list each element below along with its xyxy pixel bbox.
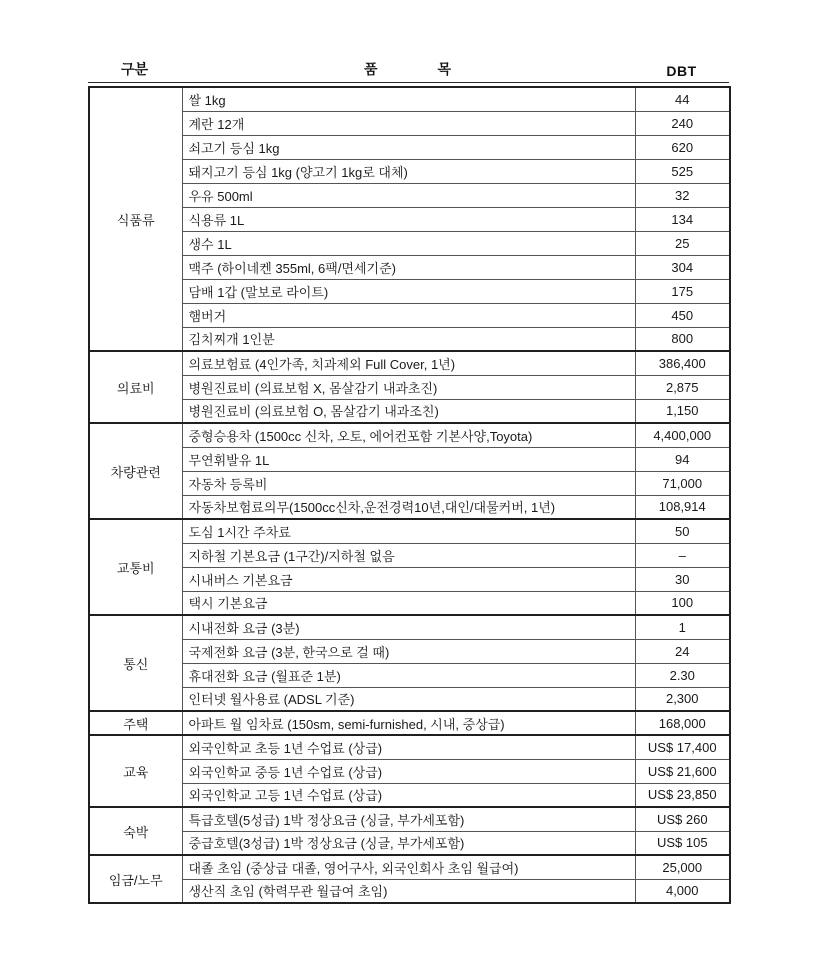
- category-cell: 숙박: [89, 807, 182, 855]
- item-cell: 대졸 초임 (중상급 대졸, 영어구사, 외국인회사 초임 월급여): [182, 855, 635, 879]
- item-cell: 병원진료비 (의료보험 O, 몸살감기 내과조친): [182, 399, 635, 423]
- value-cell: 386,400: [635, 351, 730, 375]
- value-cell: 94: [635, 447, 730, 471]
- table-row: [89, 687, 730, 711]
- table-row: [89, 183, 730, 207]
- value-cell: 100: [635, 591, 730, 615]
- item-cell: 도심 1시간 주차료: [182, 519, 635, 543]
- item-cell: 외국인학교 고등 1년 수업료 (상급): [182, 783, 635, 807]
- table-row: [89, 879, 730, 903]
- value-cell: 50: [635, 519, 730, 543]
- table-row: [89, 471, 730, 495]
- value-cell: 240: [635, 111, 730, 135]
- table-row: [89, 759, 730, 783]
- item-cell: 쌀 1kg: [182, 87, 635, 111]
- item-cell: 계란 12개: [182, 111, 635, 135]
- item-cell: 국제전화 요금 (3분, 한국으로 걸 때): [182, 639, 635, 663]
- category-cell: 식품류: [89, 87, 182, 351]
- header-category: 구분: [120, 61, 149, 77]
- item-cell: 아파트 월 임차료 (150sm, semi-furnished, 시내, 중상급): [182, 711, 635, 735]
- table-row: [89, 303, 730, 327]
- item-cell: 식용류 1L: [182, 207, 635, 231]
- table-row: [89, 159, 730, 183]
- table-row: [89, 615, 730, 639]
- table-header: [88, 60, 729, 83]
- value-cell: US$ 23,850: [635, 783, 730, 807]
- item-cell: 중급호텔(3성급) 1박 정상요금 (싱글, 부가세포함): [182, 831, 635, 855]
- table-row: [89, 591, 730, 615]
- item-cell: 돼지고기 등심 1kg (양고기 1kg로 대체): [182, 159, 635, 183]
- table-row: [89, 447, 730, 471]
- category-cell: 임금/노무: [89, 855, 182, 903]
- value-cell: 44: [635, 87, 730, 111]
- table-row: [89, 135, 730, 159]
- category-cell: 통신: [89, 615, 182, 711]
- value-cell: 2,875: [635, 375, 730, 399]
- value-cell: 1: [635, 615, 730, 639]
- value-cell: 800: [635, 327, 730, 351]
- value-cell: 168,000: [635, 711, 730, 735]
- value-cell: US$ 105: [635, 831, 730, 855]
- header-item-char-right: 목: [437, 61, 452, 77]
- item-cell: 햄버거: [182, 303, 635, 327]
- item-cell: 휴대전화 요금 (월표준 1분): [182, 663, 635, 687]
- header-dbt: DBT: [666, 63, 697, 79]
- category-cell: 교육: [89, 735, 182, 807]
- category-cell: 주택: [89, 711, 182, 735]
- item-cell: 쇠고기 등심 1kg: [182, 135, 635, 159]
- cost-of-living-table: [88, 86, 731, 904]
- item-cell: 담배 1갑 (말보로 라이트): [182, 279, 635, 303]
- table-row: [89, 663, 730, 687]
- table-row: [89, 639, 730, 663]
- value-cell: 25: [635, 231, 730, 255]
- table-row: [89, 375, 730, 399]
- value-cell: 2,300: [635, 687, 730, 711]
- category-cell: 차량관련: [89, 423, 182, 519]
- table-row: [89, 423, 730, 447]
- item-cell: 생산직 초임 (학력무관 월급여 초임): [182, 879, 635, 903]
- table-row: [89, 351, 730, 375]
- item-cell: 병원진료비 (의료보험 X, 몸살감기 내과초진): [182, 375, 635, 399]
- item-cell: 김치찌개 1인분: [182, 327, 635, 351]
- item-cell: 무연휘발유 1L: [182, 447, 635, 471]
- table-row: [89, 279, 730, 303]
- item-cell: 특급호텔(5성급) 1박 정상요금 (싱글, 부가세포함): [182, 807, 635, 831]
- table-row: [89, 735, 730, 759]
- value-cell: 175: [635, 279, 730, 303]
- value-cell: 25,000: [635, 855, 730, 879]
- item-cell: 외국인학교 중등 1년 수업료 (상급): [182, 759, 635, 783]
- value-cell: 4,000: [635, 879, 730, 903]
- table-row: [89, 255, 730, 279]
- category-cell: 교통비: [89, 519, 182, 615]
- cost-table-body: [89, 87, 730, 903]
- table-row: [89, 711, 730, 735]
- value-cell: 24: [635, 639, 730, 663]
- table-row: [89, 831, 730, 855]
- table-row: [89, 327, 730, 351]
- value-cell: US$ 21,600: [635, 759, 730, 783]
- item-cell: 지하철 기본요금 (1구간)/지하철 없음: [182, 543, 635, 567]
- table-row: [89, 207, 730, 231]
- table-row: [89, 231, 730, 255]
- table-row: [89, 111, 730, 135]
- category-cell: 의료비: [89, 351, 182, 423]
- table-row: [89, 495, 730, 519]
- item-cell: 의료보험료 (4인가족, 치과제외 Full Cover, 1년): [182, 351, 635, 375]
- value-cell: 525: [635, 159, 730, 183]
- value-cell: 108,914: [635, 495, 730, 519]
- item-cell: 외국인학교 초등 1년 수업료 (상급): [182, 735, 635, 759]
- item-cell: 시내버스 기본요금: [182, 567, 635, 591]
- table-row: [89, 567, 730, 591]
- table-row: [89, 87, 730, 111]
- value-cell: 304: [635, 255, 730, 279]
- value-cell: 30: [635, 567, 730, 591]
- value-cell: 450: [635, 303, 730, 327]
- item-cell: 맥주 (하이네켄 355ml, 6팩/면세기준): [182, 255, 635, 279]
- item-cell: 생수 1L: [182, 231, 635, 255]
- value-cell: 32: [635, 183, 730, 207]
- table-row: [89, 543, 730, 567]
- item-cell: 인터넷 월사용료 (ADSL 기준): [182, 687, 635, 711]
- item-cell: 우유 500ml: [182, 183, 635, 207]
- value-cell: 620: [635, 135, 730, 159]
- table-row: [89, 783, 730, 807]
- item-cell: 택시 기본요금: [182, 591, 635, 615]
- header-item-char-left: 품: [363, 61, 378, 77]
- value-cell: 4,400,000: [635, 423, 730, 447]
- header-item: [181, 59, 634, 79]
- item-cell: 중형승용차 (1500cc 신차, 오토, 에어컨포함 기본사양,Toyota): [182, 423, 635, 447]
- value-cell: US$ 260: [635, 807, 730, 831]
- value-cell: –: [635, 543, 730, 567]
- item-cell: 시내전화 요금 (3분): [182, 615, 635, 639]
- item-cell: 자동차보험료의무(1500cc신차,운전경력10년,대인/대물커버, 1년): [182, 495, 635, 519]
- value-cell: 71,000: [635, 471, 730, 495]
- item-cell: 자동차 등록비: [182, 471, 635, 495]
- value-cell: 134: [635, 207, 730, 231]
- table-row: [89, 519, 730, 543]
- value-cell: 1,150: [635, 399, 730, 423]
- value-cell: US$ 17,400: [635, 735, 730, 759]
- value-cell: 2.30: [635, 663, 730, 687]
- table-row: [89, 855, 730, 879]
- table-row: [89, 807, 730, 831]
- table-row: [89, 399, 730, 423]
